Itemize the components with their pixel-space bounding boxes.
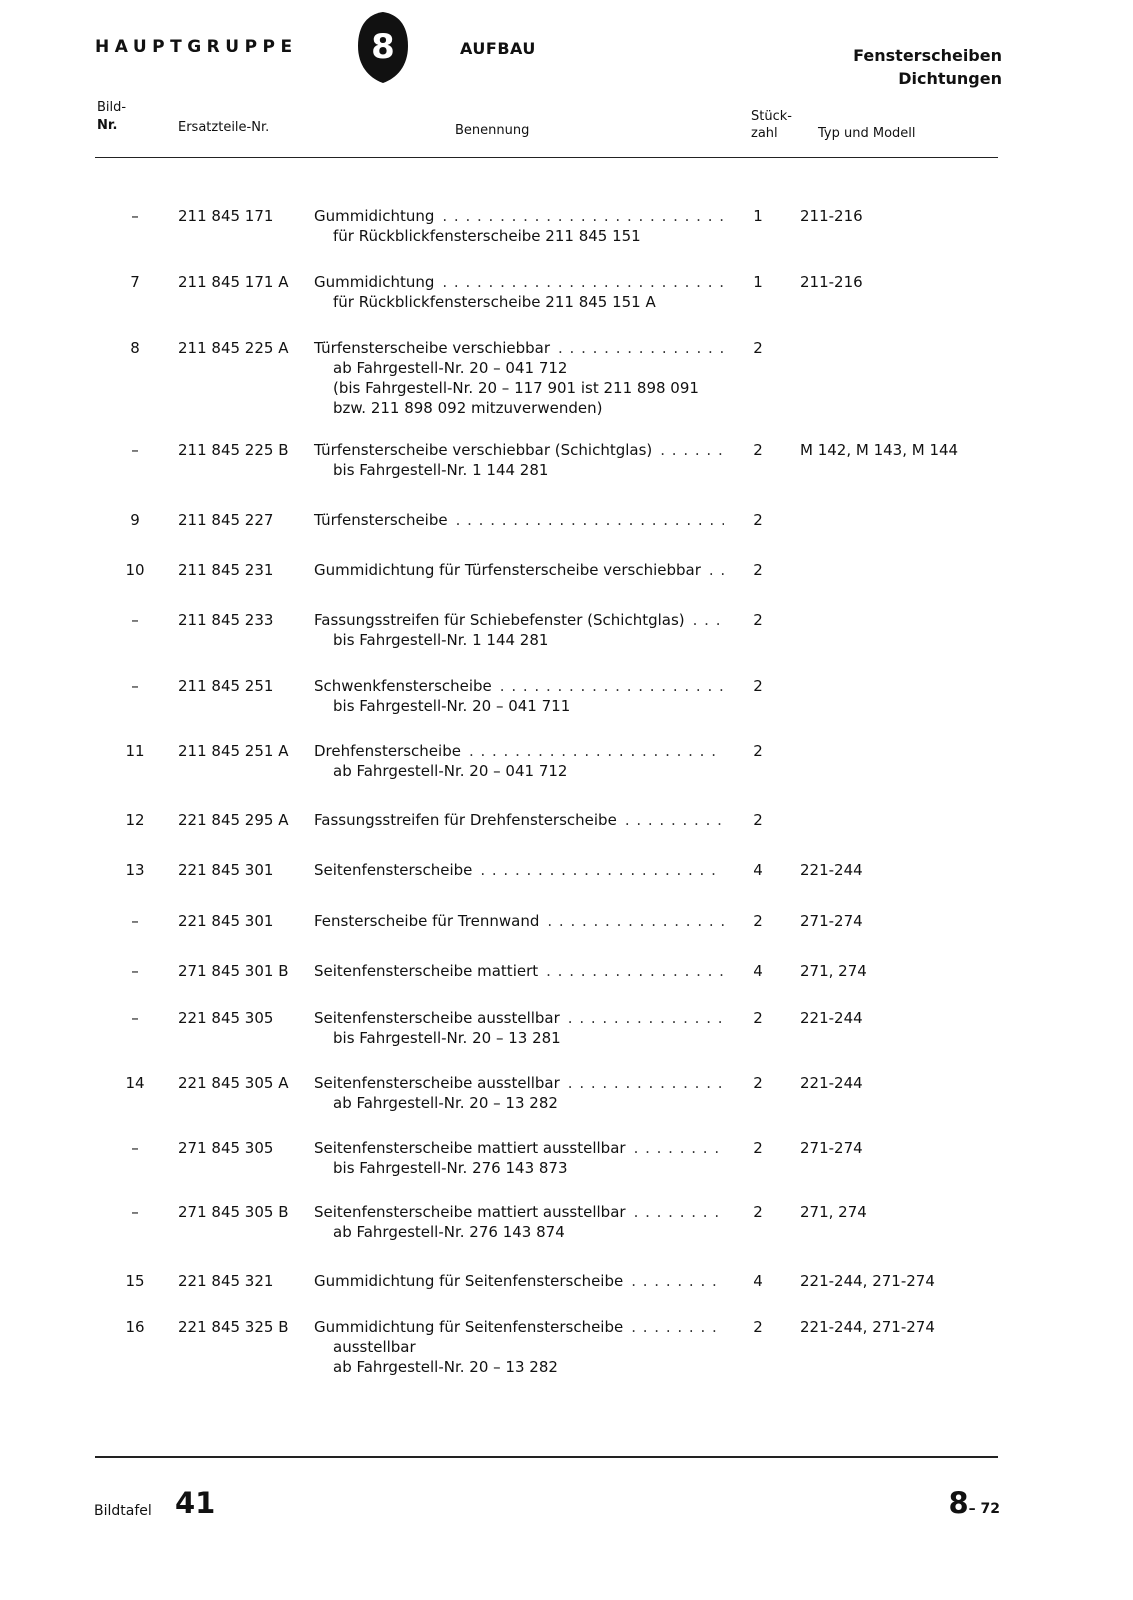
typ-modell: 221-244, 271-274	[800, 1272, 935, 1290]
bild-nr: –	[131, 1203, 139, 1221]
leader-dots	[693, 610, 724, 630]
benennung-text: Gummidichtung für Türfensterscheibe verschiebbar	[314, 561, 701, 579]
stueckzahl: 2	[753, 1009, 763, 1027]
benennung-cell	[314, 741, 724, 781]
leader-dots	[625, 810, 724, 830]
bild-nr: –	[131, 1009, 139, 1027]
page-main: 8	[948, 1486, 969, 1520]
stueckzahl: 4	[753, 962, 763, 980]
benennung-text: Gummidichtung	[314, 273, 435, 291]
stueckzahl: 2	[753, 742, 763, 760]
typ-modell: M 142, M 143, M 144	[800, 441, 959, 459]
benennung-text: Seitenfensterscheibe mattiert ausstellbar	[314, 1139, 626, 1157]
leader-dots	[634, 1202, 724, 1222]
stueckzahl: 2	[753, 811, 763, 829]
benennung-main	[314, 1073, 724, 1093]
group-name: AUFBAU	[460, 39, 536, 58]
col-header-stueck-2: zahl	[751, 126, 778, 141]
typ-modell: 211-216	[800, 207, 863, 225]
bild-nr: –	[131, 441, 139, 459]
typ-modell: 221-244, 271-274	[800, 1318, 935, 1336]
benennung-main	[314, 741, 724, 761]
bild-nr: 9	[130, 511, 140, 529]
footer-divider	[95, 1456, 998, 1458]
benennung-cell	[314, 272, 724, 312]
bild-nr: 15	[125, 1272, 145, 1290]
benennung-subline: bis Fahrgestell-Nr. 1 144 281	[333, 631, 549, 649]
group-number: 8	[371, 27, 395, 67]
benennung-text: Drehfensterscheibe	[314, 742, 461, 760]
part-number: 271 845 305	[178, 1139, 274, 1157]
benennung-main	[314, 1138, 724, 1158]
benennung-subline: ab Fahrgestell-Nr. 20 – 13 282	[333, 1094, 558, 1112]
benennung-text: Fensterscheibe für Trennwand	[314, 912, 540, 930]
benennung-subline: ab Fahrgestell-Nr. 20 – 041 712	[333, 762, 568, 780]
col-header-benennung: Benennung	[455, 123, 530, 138]
col-header-typ: Typ und Modell	[818, 126, 916, 141]
leader-dots	[547, 911, 724, 931]
stueckzahl: 4	[753, 1272, 763, 1290]
bild-nr: –	[131, 207, 139, 225]
stueckzahl: 2	[753, 1318, 763, 1336]
part-number: 271 845 305 B	[178, 1203, 289, 1221]
benennung-subline: für Rückblickfensterscheibe 211 845 151	[333, 227, 641, 245]
typ-modell: 211-216	[800, 273, 863, 291]
benennung-cell	[314, 1008, 724, 1048]
part-number: 221 845 301	[178, 861, 274, 879]
benennung-cell	[314, 961, 724, 981]
topic-title	[853, 44, 1002, 90]
benennung-subline: bis Fahrgestell-Nr. 20 – 13 281	[333, 1029, 561, 1047]
typ-modell: 271, 274	[800, 962, 867, 980]
part-number: 211 845 233	[178, 611, 274, 629]
benennung-subline: bis Fahrgestell-Nr. 276 143 873	[333, 1159, 568, 1177]
benennung-main	[314, 440, 724, 460]
bild-nr: 8	[130, 339, 140, 357]
typ-modell: 221-244	[800, 1074, 863, 1092]
benennung-main	[314, 676, 724, 696]
bild-nr: 16	[125, 1318, 145, 1336]
stueckzahl: 2	[753, 561, 763, 579]
bild-nr: 7	[130, 273, 140, 291]
benennung-text: Fassungsstreifen für Drehfensterscheibe	[314, 811, 617, 829]
benennung-cell	[314, 676, 724, 716]
leader-dots	[500, 676, 724, 696]
benennung-main	[314, 560, 724, 580]
group-badge-shape	[357, 10, 409, 84]
part-number: 211 845 227	[178, 511, 274, 529]
benennung-text: Seitenfensterscheibe mattiert ausstellbar	[314, 1203, 626, 1221]
part-number: 211 845 251 A	[178, 742, 289, 760]
benennung-main	[314, 1008, 724, 1028]
part-number: 211 845 225 A	[178, 339, 289, 357]
benennung-cell	[314, 1138, 724, 1178]
part-number: 221 845 305 A	[178, 1074, 289, 1092]
benennung-subline: ab Fahrgestell-Nr. 276 143 874	[333, 1223, 565, 1241]
benennung-text: Gummidichtung	[314, 207, 435, 225]
bild-nr: –	[131, 1139, 139, 1157]
typ-modell: 271-274	[800, 912, 863, 930]
leader-dots	[469, 741, 724, 761]
benennung-text: Gummidichtung für Seitenfensterscheibe	[314, 1272, 624, 1290]
benennung-text: Fassungsstreifen für Schiebefenster (Schichtglas)	[314, 611, 685, 629]
col-header-bild-1: Bild-	[97, 100, 127, 115]
benennung-subline: für Rückblickfensterscheibe 211 845 151 A	[333, 293, 656, 311]
part-number: 271 845 301 B	[178, 962, 289, 980]
leader-dots	[631, 1271, 724, 1291]
bild-nr: 11	[125, 742, 145, 760]
stueckzahl: 2	[753, 1074, 763, 1092]
benennung-subline: ausstellbar	[333, 1338, 416, 1356]
benennung-cell	[314, 1202, 724, 1242]
benennung-text: Seitenfensterscheibe ausstellbar	[314, 1009, 560, 1027]
bild-nr: 13	[125, 861, 145, 879]
part-number: 221 845 295 A	[178, 811, 289, 829]
stueckzahl: 2	[753, 912, 763, 930]
bild-nr: 12	[125, 811, 145, 829]
benennung-main	[314, 810, 724, 830]
benennung-text: Seitenfensterscheibe	[314, 861, 473, 879]
page-sub: – 72	[968, 1501, 1000, 1517]
benennung-cell	[314, 1317, 724, 1377]
stueckzahl: 2	[753, 611, 763, 629]
part-number: 221 845 321	[178, 1272, 274, 1290]
benennung-cell	[314, 610, 724, 650]
benennung-text: Türfensterscheibe verschiebbar	[314, 339, 551, 357]
benennung-text: Seitenfensterscheibe ausstellbar	[314, 1074, 560, 1092]
benennung-cell	[314, 1073, 724, 1113]
stueckzahl: 1	[753, 207, 763, 225]
benennung-text: Seitenfensterscheibe mattiert	[314, 962, 539, 980]
bild-nr: 14	[125, 1074, 145, 1092]
benennung-cell	[314, 860, 724, 880]
benennung-main	[314, 272, 724, 292]
col-header-stueck-1: Stück-	[751, 109, 792, 124]
benennung-main	[314, 1317, 724, 1337]
benennung-cell	[314, 206, 724, 246]
benennung-cell	[314, 338, 724, 418]
benennung-subline: (bis Fahrgestell-Nr. 20 – 117 901 ist 211 898 091	[333, 379, 699, 397]
bild-nr: –	[131, 962, 139, 980]
benennung-cell	[314, 560, 724, 580]
header-divider	[95, 157, 998, 158]
benennung-subline: bzw. 211 898 092 mitzuverwenden)	[333, 399, 603, 417]
stueckzahl: 2	[753, 339, 763, 357]
benennung-subline: ab Fahrgestell-Nr. 20 – 041 712	[333, 359, 568, 377]
leader-dots	[546, 961, 724, 981]
benennung-main	[314, 911, 724, 931]
leader-dots	[634, 1138, 724, 1158]
leader-dots	[568, 1008, 724, 1028]
benennung-subline: ab Fahrgestell-Nr. 20 – 13 282	[333, 1358, 558, 1376]
bild-nr: –	[131, 912, 139, 930]
leader-dots	[442, 272, 724, 292]
benennung-main	[314, 1202, 724, 1222]
benennung-text: Gummidichtung für Seitenfensterscheibe	[314, 1318, 624, 1336]
part-number: 221 845 305	[178, 1009, 274, 1027]
stueckzahl: 2	[753, 511, 763, 529]
benennung-main	[314, 1271, 724, 1291]
stueckzahl: 1	[753, 273, 763, 291]
typ-modell: 221-244	[800, 861, 863, 879]
leader-dots	[480, 860, 724, 880]
part-number: 211 845 231	[178, 561, 274, 579]
benennung-main	[314, 338, 724, 358]
typ-modell: 221-244	[800, 1009, 863, 1027]
benennung-main	[314, 961, 724, 981]
stueckzahl: 4	[753, 861, 763, 879]
topic-line-2: Dichtungen	[898, 69, 1002, 88]
leader-dots	[631, 1317, 724, 1337]
bild-nr: –	[131, 677, 139, 695]
leader-dots	[442, 206, 724, 226]
typ-modell: 271, 274	[800, 1203, 867, 1221]
benennung-cell	[314, 1271, 724, 1291]
leader-dots	[558, 338, 724, 358]
group-number-badge	[357, 10, 409, 84]
benennung-main	[314, 860, 724, 880]
bild-nr: 10	[125, 561, 145, 579]
col-header-ersatzteile: Ersatzteile-Nr.	[178, 120, 270, 135]
leader-dots	[660, 440, 724, 460]
benennung-text: Schwenkfensterscheibe	[314, 677, 492, 695]
stueckzahl: 2	[753, 1139, 763, 1157]
benennung-cell	[314, 810, 724, 830]
bildtafel-label: Bildtafel	[94, 1503, 152, 1519]
benennung-subline: bis Fahrgestell-Nr. 20 – 041 711	[333, 697, 571, 715]
benennung-text: Türfensterscheibe	[314, 511, 448, 529]
part-number: 211 845 171 A	[178, 273, 289, 291]
leader-dots	[568, 1073, 724, 1093]
col-header-bild-2: Nr.	[97, 118, 118, 133]
stueckzahl: 2	[753, 1203, 763, 1221]
leader-dots	[456, 510, 724, 530]
benennung-text: Türfensterscheibe verschiebbar (Schichtglas)	[314, 441, 653, 459]
benennung-main	[314, 510, 724, 530]
part-number: 211 845 171	[178, 207, 274, 225]
benennung-cell	[314, 440, 724, 480]
stueckzahl: 2	[753, 441, 763, 459]
part-number: 221 845 301	[178, 912, 274, 930]
leader-dots	[709, 560, 724, 580]
bildtafel-number: 41	[175, 1486, 216, 1520]
benennung-main	[314, 206, 724, 226]
benennung-cell	[314, 911, 724, 931]
bild-nr: –	[131, 611, 139, 629]
hauptgruppe-label: HAUPTGRUPPE	[95, 37, 298, 57]
part-number: 211 845 251	[178, 677, 274, 695]
typ-modell: 271-274	[800, 1139, 863, 1157]
part-number: 221 845 325 B	[178, 1318, 289, 1336]
benennung-cell	[314, 510, 724, 530]
topic-line-1: Fensterscheiben	[853, 46, 1002, 65]
part-number: 211 845 225 B	[178, 441, 289, 459]
benennung-subline: bis Fahrgestell-Nr. 1 144 281	[333, 461, 549, 479]
benennung-main	[314, 610, 724, 630]
page-number	[948, 1486, 1000, 1520]
stueckzahl: 2	[753, 677, 763, 695]
